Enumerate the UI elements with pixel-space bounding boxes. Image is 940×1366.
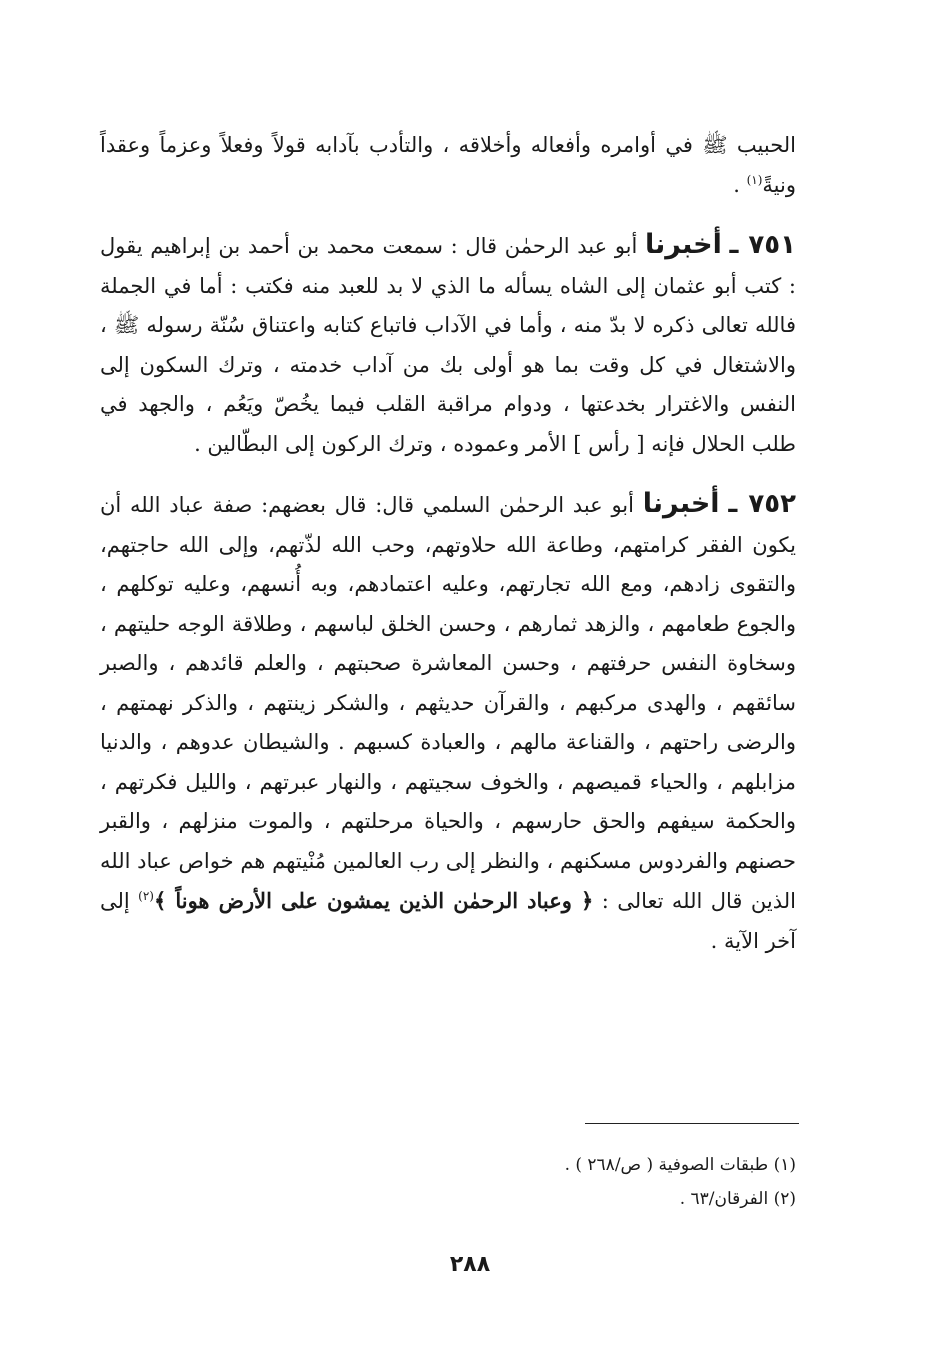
footnote-2: (٢) الفرقان/٦٣ .: [679, 1189, 796, 1209]
paragraph-751: [100, 225, 796, 464]
entry-number-751: ٧٥١ ـ: [729, 230, 796, 260]
entry-number-752: ٧٥٢ ـ: [728, 489, 796, 519]
continuation-tail: .: [733, 172, 747, 197]
paragraph-752: [100, 484, 796, 961]
paragraph-752-text: أبو عبد الرحمٰن السلمي قال: قال بعضهم: صفة عباد الله أن يكون الفقر كرامتهم، وطاعة الله حلاوتهم، وحب الله لذّتهم، وإلى الله حاجتهم، والتقوى زادهم، ومع الله تجارتهم، وعليه اعتمادهم، وبه أُنسهم، وعليه توكلهم ، والجوع طعامهم ، والزهد ثمارهم ، وحسن الخلق لباسهم ، وطلاقة الوجه حليتهم ، وسخاوة النفس حرفتهم ، وحسن المعاشرة صحبتهم ، والعلم قائدهم ، والصبر سائقهم ، والهدى مركبهم ، والقرآن حديثهم ، والشكر زينتهم ، والذكر نهمتهم ، والرضى راحتهم ، والقناعة مالهم ، والعبادة كسبهم . والشيطان عدوهم ، والدنيا مزابلهم ، والحياء قميصهم ، والخوف سجيتهم ، والنهار عبرتهم ، والليل فكرتهم ، والحكمة سيفهم والحق حارسهم ، والحياة مرحلتهم ، والموت منزلهم ، والقبر حصنهم والفردوس مسكنهم ، والنظر إلى رب العالمين مُنْيتهم هم خواص عباد الله الذين قال الله تعالى :: [100, 493, 796, 913]
paragraph-752-tail: إلى آخر الآية .: [100, 889, 796, 953]
paragraph-continuation: [100, 126, 796, 205]
footnotes: [100, 1148, 796, 1216]
page-number: ٢٨٨: [449, 1252, 491, 1277]
footnote-divider: [585, 1123, 799, 1124]
footnote-ref-2: (٢): [138, 889, 154, 903]
quran-verse: ﴿ وعباد الرحمٰن الذين يمشون على الأرض هوناً ﴾: [153, 888, 594, 913]
keyword-akhbarana-751: أخبرنا: [645, 229, 722, 260]
continuation-text: الحبيب ﷺ في أوامره وأفعاله وأخلاقه ، والتأدب بآدابه قولاً وفعلاً وعزماً وعقداً ونيةً: [100, 133, 796, 197]
footnote-ref-1: (١): [746, 172, 763, 187]
keyword-akhbarana-752: أخبرنا: [642, 488, 720, 519]
page-body: [100, 126, 796, 961]
footnote-1: (١) طبقات الصوفية ( ص/٢٦٨ ) .: [564, 1155, 796, 1175]
paragraph-751-text: أبو عبد الرحمٰن قال : سمعت محمد بن أحمد بن إبراهيم يقول : كتب أبو عثمان إلى الشاه يسأله ما الذي لا بد للعبد منه فكتب : أما في الجملة فالله تعالى ذكره لا بدّ منه ، وأما في الآداب فاتباع كتابه واعتناق سُنّة رسوله ﷺ ، والاشتغال في كل وقت بما هو أولى بك من آداب خدمته ، وترك السكون إلى النفس والاغترار بخدعتها ، ودوام مراقبة القلب فيما يخُصّ ويَعُم ، والجهد في طلب الحلال فإنه [ رأس ] الأمر وعموده ، وترك الركون إلى البطّالين .: [100, 234, 796, 456]
